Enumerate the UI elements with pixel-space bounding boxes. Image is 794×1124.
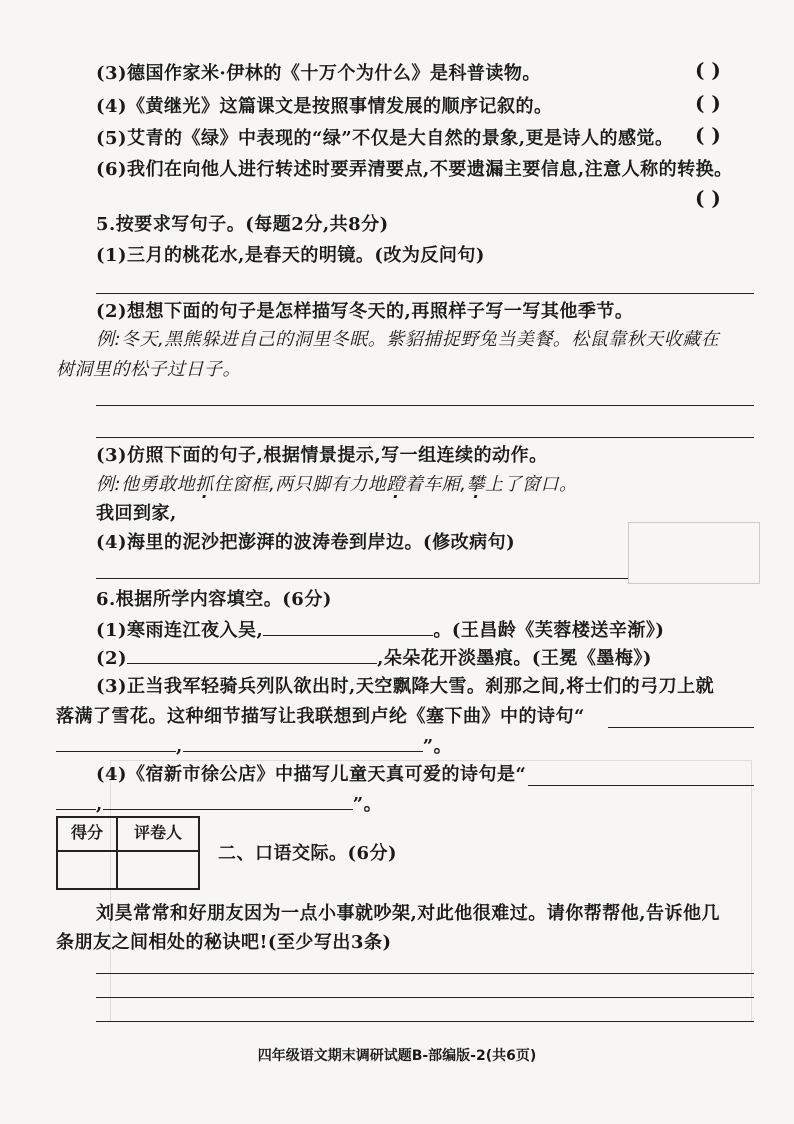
score-input[interactable] [58,852,116,888]
q6-s3-cont: 落满了雪花。这种细节描写让我联想到卢纶《塞下曲》中的诗句“ [56,706,585,727]
grader-header: 评卷人 [133,823,182,842]
ex-part: 住窗框,两只脚有力地 [213,474,387,495]
q5-s3-prompt: 我回到家, [96,503,177,524]
close-quote: ”。 [352,794,383,815]
q6-s1-source: 。(王昌龄《芙蓉楼送辛渐》) [433,620,665,641]
ex-verb-1: 抓 [195,474,214,495]
q6-s4-blanks [56,791,382,817]
judge-item-4: (4)《黄继光》这篇课文是按照事情发展的顺序记叙的。 [96,96,553,117]
bleed-grid [628,522,760,584]
judge-answer-5[interactable]: ( ) [695,123,721,147]
ex-part: 例:他勇敢地 [96,474,196,495]
q5-s4-answer-line[interactable] [96,578,628,579]
section2-prompt: 刘昊常常和好朋友因为一点小事就吵架,对此他很难过。请你帮帮他,告诉他几 [96,903,721,924]
comma: , [176,736,183,757]
q5-s2-answer-line-1[interactable] [96,405,754,406]
q6-s4: (4)《宿新市徐公店》中描写儿童天真可爱的诗句是“ [96,764,527,785]
q6-heading: 6.根据所学内容填空。(6分) [96,589,332,610]
ex-verb-2: 蹬 [386,474,405,495]
q6-s1-blank[interactable] [263,617,433,636]
q6-s4-blank-1b[interactable] [56,791,96,810]
q6-s2-text: ,朵朵花开淡墨痕。(王冕《墨梅》) [377,648,652,669]
grader-input[interactable] [118,852,198,888]
q6-s3: (3)正当我军轻骑兵列队欲出时,天空飘降大雪。刹那之间,将士们的弓刀上就 [96,676,715,697]
q6-s1-text: (1)寒雨连江夜入吴, [96,620,264,641]
section2-answer-line-3[interactable] [96,1021,754,1022]
ex-verb-3: 攀 [466,474,486,495]
q6-s2-label: (2) [96,648,128,669]
page-footer: 四年级语文期末调研试题B-部编版-2(共6页) [257,1048,537,1064]
q5-s1: (1)三月的桃花水,是春天的明镜。(改为反问句) [96,245,485,266]
q5-heading: 5.按要求写句子。(每题2分,共8分) [96,214,389,235]
score-header: 得分 [70,823,103,842]
ex-part: 上了窗口。 [485,474,578,495]
q6-s3-blank-2[interactable] [183,733,423,752]
judge-item-6: (6)我们在向他人进行转述时要弄清要点,不要遗漏主要信息,注意人称的转换。 [96,159,733,180]
section2-answer-line-2[interactable] [96,997,754,998]
judge-item-3: (3)德国作家米·伊林的《十万个为什么》是科普读物。 [96,63,541,84]
q5-s2-example-cont: 树洞里的松子过日子。 [56,359,241,380]
q5-s2: (2)想想下面的句子是怎样描写冬天的,再照样子写一写其他季节。 [96,301,634,322]
score-table [56,816,200,890]
q6-s4-blank-1a[interactable] [528,785,754,786]
q5-s4: (4)海里的泥沙把澎湃的波涛卷到岸边。(修改病句) [96,532,516,553]
judge-item-5: (5)艾青的《绿》中表现的“绿”不仅是大自然的景象,更是诗人的感觉。 [96,128,674,149]
q6-s1 [96,617,664,643]
q5-s2-example: 例:冬天,黑熊躲进自己的洞里冬眠。紫貂捕捉野兔当美餐。松鼠靠秋天收藏在 [96,329,720,350]
section2-prompt-cont: 条朋友之间相处的秘诀吧!(至少写出3条) [56,932,392,953]
q6-s4-blank-2[interactable] [103,791,353,810]
q5-s1-answer-line[interactable] [96,293,754,294]
comma: , [96,794,103,815]
ex-part: 着车厢, [404,474,467,495]
q6-s3-blank-1a[interactable] [608,727,754,728]
q6-s2 [96,645,652,671]
q6-s3-blanks [56,733,452,759]
judge-answer-6[interactable]: ( ) [695,186,721,210]
q6-s2-blank[interactable] [127,645,377,664]
q6-s3-blank-1b[interactable] [56,733,176,752]
judge-answer-4[interactable]: ( ) [695,91,721,115]
close-quote: ”。 [422,736,453,757]
section2-answer-line-1[interactable] [96,973,754,974]
q5-s3-example [96,473,578,497]
section2-heading: 二、口语交际。(6分) [218,843,398,864]
q5-s3: (3)仿照下面的句子,根据情景提示,写一组连续的动作。 [96,445,548,466]
judge-answer-3[interactable]: ( ) [695,58,721,82]
q5-s2-answer-line-2[interactable] [96,437,754,438]
